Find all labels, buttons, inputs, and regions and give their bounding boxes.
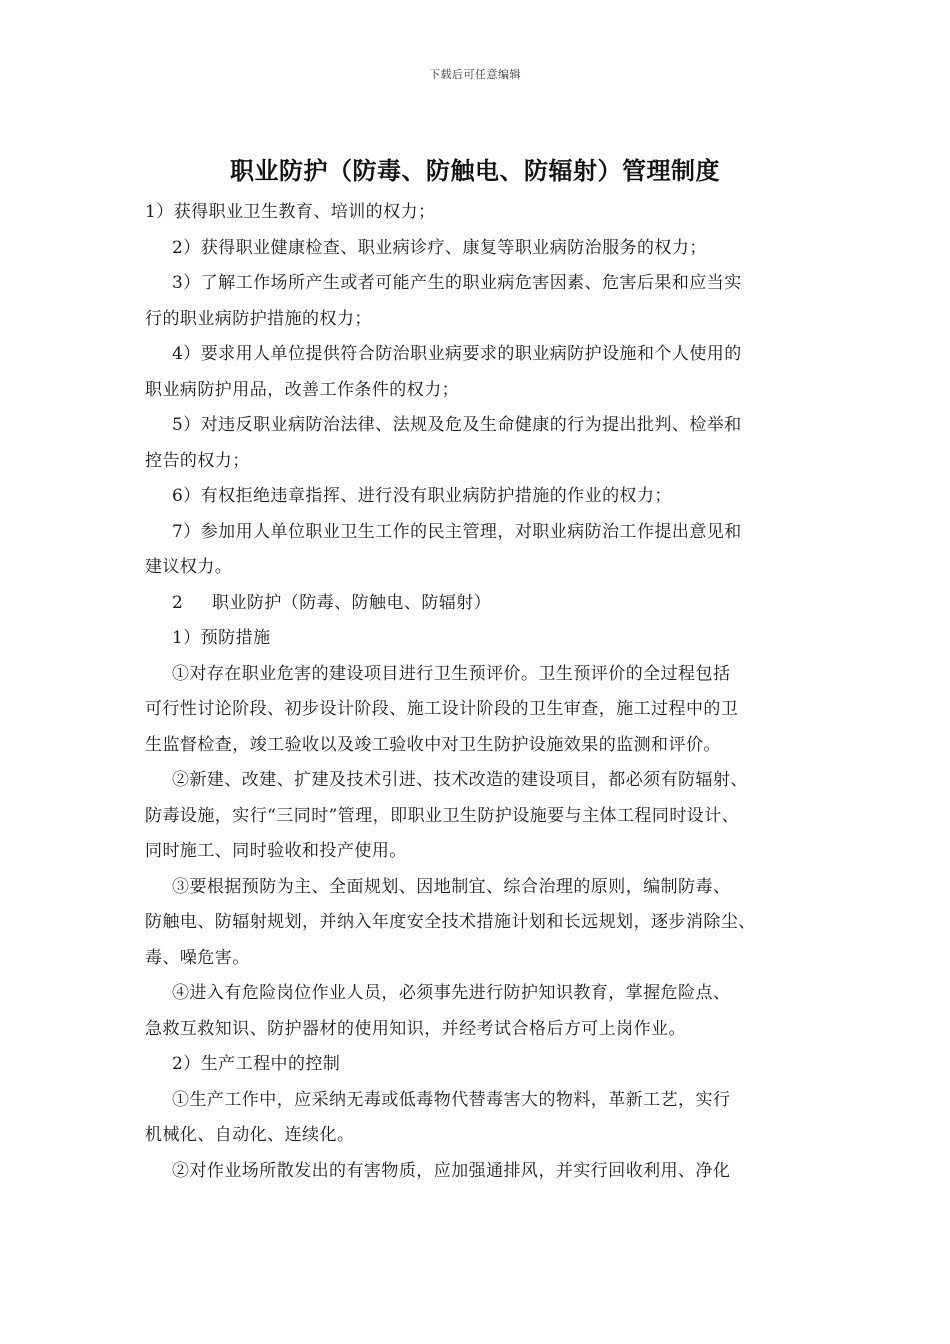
paragraph-line: 2）获得职业健康检查、职业病诊疗、康复等职业病防治服务的权力； [172,237,707,258]
paragraph-line: 控告的权力； [145,450,250,471]
subsection-heading: 2）生产工程中的控制 [172,1054,341,1074]
document-body [145,195,825,1189]
section-number: 2 [172,592,184,613]
paragraph-line: ①对存在职业危害的建设项目进行卫生预评价。卫生预评价的全过程包括 [172,663,731,684]
paragraph-line: 防触电、防辐射规划，并纳入年度安全技术措施计划和长远规划，逐步消除尘、 [145,912,756,932]
paragraph-line: 防毒设施，实行“三同时”管理，即职业卫生防护设施要与主体工程同时设计、 [145,805,740,826]
paragraph-line: ②新建、改建、扩建及技术引进、技术改造的建设项目，都必须有防辐射、 [172,770,748,790]
paragraph-line: 4）要求用人单位提供符合防治职业病要求的职业病防护设施和个人使用的 [172,344,742,364]
paragraph-line: 3）了解工作场所产生或者可能产生的职业病危害因素、危害后果和应当实 [172,273,742,293]
paragraph-line: 职业病防护用品，改善工作条件的权力； [145,379,460,400]
paragraph-line: ①生产工作中，应采纳无毒或低毒物代替毒害大的物料，革新工艺，实行 [172,1089,731,1110]
section-heading [145,586,825,622]
paragraph-line: ②对作业场所散发出的有害物质，应加强通排风，并实行回收利用、净化 [172,1160,731,1181]
paragraph-line: 同时施工、同时验收和投产使用。 [145,841,407,861]
paragraph-line: 7）参加用人单位职业卫生工作的民主管理，对职业病防治工作提出意见和 [172,521,742,542]
paragraph-line: 毒、噪危害。 [145,947,250,968]
paragraph-line: ④进入有危险岗位作业人员，必须事先进行防护知识教育，掌握危险点、 [172,983,731,1003]
paragraph-line: 机械化、自动化、连续化。 [145,1125,355,1145]
header-note: 下载后可任意编辑 [429,68,521,81]
paragraph-line: ③要根据预防为主、全面规划、因地制宜、综合治理的原则，编制防毒、 [172,876,731,897]
subsection-heading: 1）预防措施 [172,628,271,648]
document-title: 职业防护（防毒、防触电、防辐射）管理制度 [230,156,720,185]
paragraph-line: 生监督检查，竣工验收以及竣工验收中对卫生防护设施效果的监测和评价。 [145,734,721,755]
paragraph-line: 6）有权拒绝违章指挥、进行没有职业病防护措施的作业的权力； [172,486,672,506]
paragraph-line: 1）获得职业卫生教育、培训的权力； [145,202,436,222]
paragraph-line: 急救互救知识、防护器材的使用知识，并经考试合格后方可上岗作业。 [145,1018,686,1039]
paragraph-line: 5）对违反职业病防治法律、法规及危及生命健康的行为提出批判、检举和 [172,415,742,435]
section-heading-text: 职业防护（防毒、防触电、防辐射） [212,592,492,613]
paragraph-line: 可行性讨论阶段、初步设计阶段、施工设计阶段的卫生审查，施工过程中的卫 [145,699,739,719]
paragraph-line: 行的职业病防护措施的权力； [145,308,372,329]
paragraph-line: 建议权力。 [145,557,233,577]
